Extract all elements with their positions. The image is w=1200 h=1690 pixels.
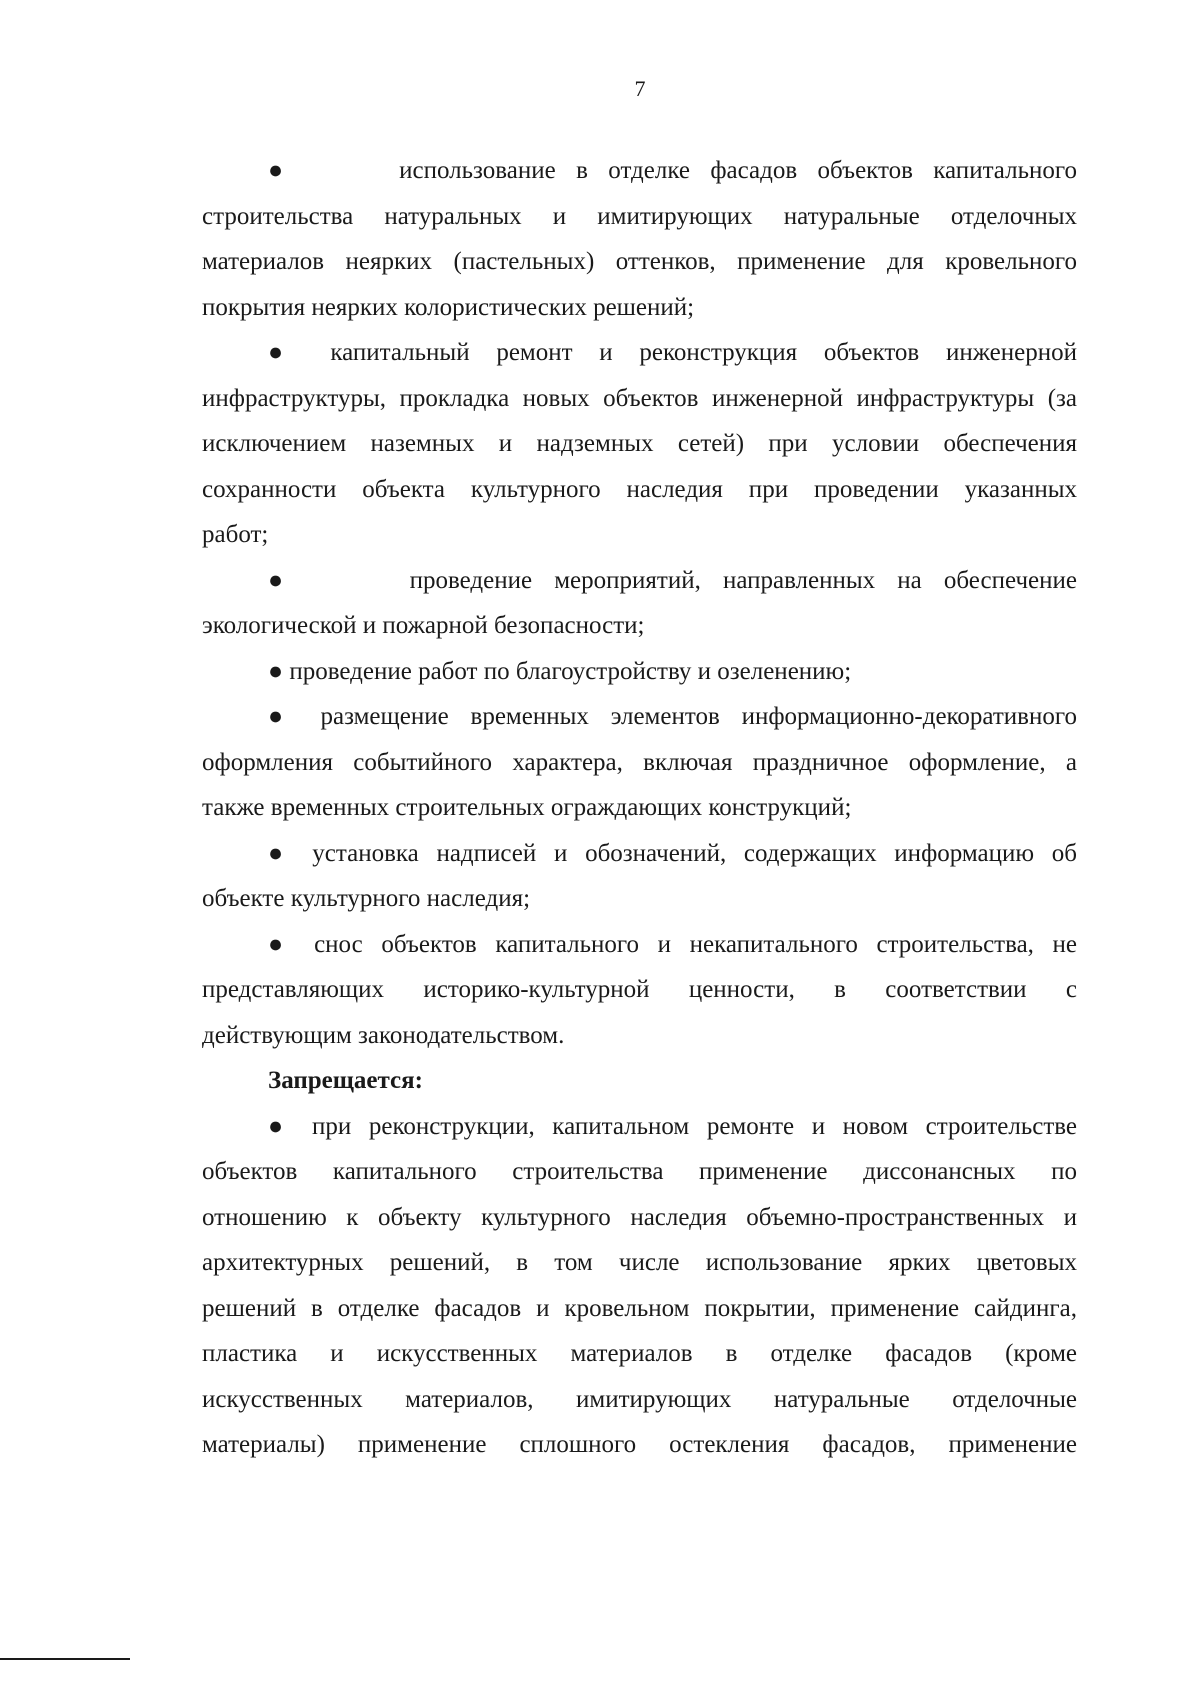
text-line: исключением наземных и надземных сетей) при условии обеспечения: [202, 430, 1077, 457]
page-number: 7: [634, 76, 646, 101]
text-line: объектов капитального строительства применение диссонансных по: [202, 1158, 1077, 1185]
text-line: пластика и искусственных материалов в отделке фасадов (кроме: [202, 1340, 1077, 1367]
text-line: ● проведение работ по благоустройству и озеленению;: [268, 657, 852, 685]
text-line: также временных строительных ограждающих конструкций;: [202, 794, 852, 821]
text-line: инфраструктуры, прокладка новых объектов инженерной инфраструктуры (за: [202, 384, 1077, 412]
text-line: оформления событийного характера, включая праздничное оформление, а: [202, 748, 1077, 776]
text-line: архитектурных решений, в том числе использование ярких цветовых: [202, 1249, 1077, 1276]
bullet-paragraph: [202, 330, 1077, 558]
text-line: представляющих историко-культурной ценности, в соответствии с: [202, 976, 1077, 1003]
section-heading: Запрещается:: [268, 1067, 424, 1094]
text-line: ● проведение мероприятий, направленных на обеспечение: [268, 566, 1077, 594]
text-line: ● размещение временных элементов информационно-декоративного: [268, 703, 1077, 730]
text-line: материалы) применение сплошного остекления фасадов, применение: [202, 1431, 1077, 1458]
bullet-paragraph: [202, 694, 1077, 831]
text-line: отношению к объекту культурного наследия объемно-пространственных и: [202, 1203, 1077, 1231]
bullet-paragraph: [202, 558, 1077, 649]
text-line: решений в отделке фасадов и кровельном покрытии, применение сайдинга,: [202, 1294, 1077, 1322]
text-line: ● снос объектов капитального и некапитального строительства, не: [268, 930, 1077, 958]
bullet-paragraph: [202, 649, 1077, 695]
text-line: ● установка надписей и обозначений, содержащих информацию об: [268, 839, 1077, 867]
text-line: покрытия неярких колористических решений;: [202, 293, 695, 321]
text-line: сохранности объекта культурного наследия при проведении указанных: [202, 475, 1077, 503]
text-line: работ;: [202, 521, 269, 548]
document-body: [202, 148, 1077, 1468]
text-line: ● капитальный ремонт и реконструкция объектов инженерной: [268, 339, 1077, 366]
bullet-paragraph: [202, 922, 1077, 1059]
footnote-separator: [0, 1658, 130, 1660]
text-line: строительства натуральных и имитирующих натуральные отделочных: [202, 202, 1077, 230]
text-line: искусственных материалов, имитирующих натуральные отделочные: [202, 1385, 1077, 1413]
text-line: материалов неярких (пастельных) оттенков, применение для кровельного: [202, 248, 1077, 275]
text-line: экологической и пожарной безопасности;: [202, 612, 645, 639]
text-line: объекте культурного наследия;: [202, 885, 531, 912]
bullet-paragraph: [202, 148, 1077, 330]
text-line: действующим законодательством.: [202, 1021, 565, 1049]
text-line: ● использование в отделке фасадов объектов капитального: [268, 157, 1077, 184]
text-line: ● при реконструкции, капитальном ремонте и новом строительстве: [268, 1112, 1077, 1140]
bullet-paragraph: [202, 831, 1077, 922]
bullet-paragraph: [202, 1104, 1077, 1468]
